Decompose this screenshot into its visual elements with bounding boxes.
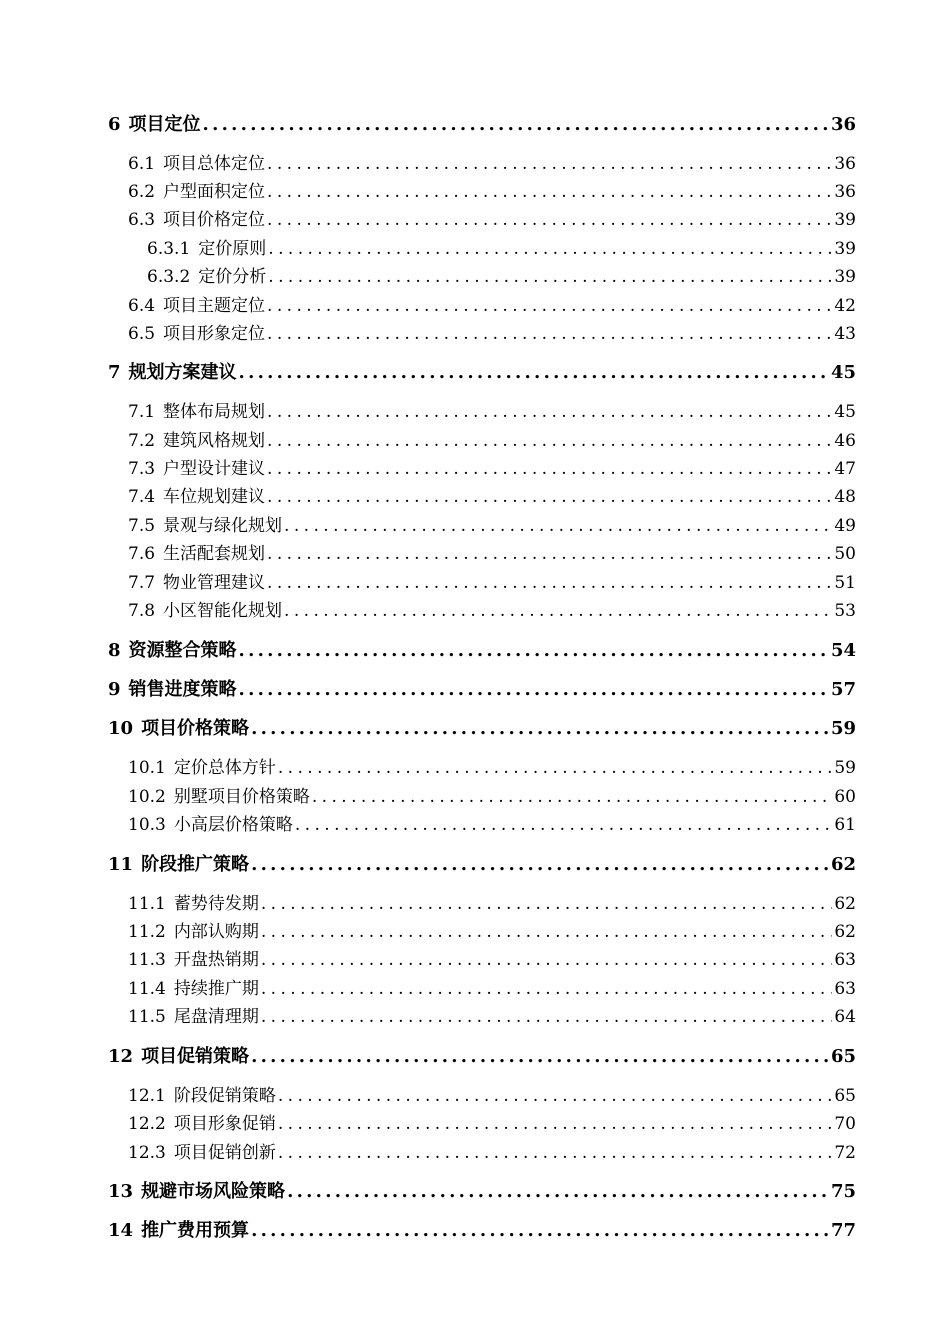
entry-page: 51 — [834, 573, 856, 593]
leader-dots — [284, 601, 832, 621]
leader-dots — [267, 544, 832, 564]
entry-page: 77 — [830, 1220, 856, 1241]
entry-number: 6.4 — [128, 296, 156, 316]
entry-title: 推广费用预算 — [141, 1220, 250, 1241]
leader-dots — [267, 431, 832, 451]
entry-page: 63 — [834, 950, 856, 970]
leader-dots — [261, 979, 833, 999]
toc-entry[interactable] — [128, 782, 856, 807]
entry-number: 7.6 — [128, 544, 156, 564]
leader-dots — [284, 516, 832, 536]
entry-page: 61 — [834, 815, 856, 835]
leader-dots — [239, 640, 829, 661]
entry-title: 整体布局规划 — [163, 402, 266, 422]
leader-dots — [267, 459, 832, 479]
leader-dots — [251, 854, 829, 875]
entry-title: 项目总体定位 — [163, 154, 266, 174]
entry-page: 62 — [834, 922, 856, 942]
leader-dots — [278, 1143, 833, 1163]
entry-title: 生活配套规划 — [163, 544, 266, 564]
entry-title: 车位规划建议 — [163, 487, 266, 507]
toc-entry[interactable] — [128, 291, 856, 316]
toc-entry[interactable] — [108, 1042, 856, 1068]
entry-page: 72 — [834, 1143, 856, 1163]
entry-title: 项目定位 — [128, 114, 201, 135]
leader-dots — [278, 1086, 833, 1106]
entry-number: 7.5 — [128, 516, 156, 536]
entry-number: 11.1 — [128, 894, 166, 914]
entry-number: 10.3 — [128, 815, 166, 835]
leader-dots — [239, 362, 829, 383]
entry-title: 项目价格策略 — [141, 718, 250, 739]
entry-number: 13 — [108, 1181, 134, 1202]
entry-page: 65 — [830, 1046, 856, 1067]
entry-page: 57 — [830, 679, 856, 700]
entry-page: 36 — [834, 154, 856, 174]
leader-dots — [267, 182, 832, 202]
toc-entry[interactable] — [128, 511, 856, 536]
entry-title: 定价分析 — [198, 267, 267, 287]
leader-dots — [267, 402, 832, 422]
entry-number: 6 — [108, 114, 121, 135]
toc-entry[interactable] — [128, 539, 856, 564]
entry-page: 47 — [834, 459, 856, 479]
toc-entry[interactable] — [128, 426, 856, 451]
entry-title: 别墅项目价格策略 — [173, 787, 310, 807]
entry-title: 项目形象定位 — [163, 324, 266, 344]
entry-title: 定价总体方针 — [173, 758, 276, 778]
entry-number: 7 — [108, 362, 121, 383]
entry-page: 45 — [830, 362, 856, 383]
entry-page: 70 — [834, 1114, 856, 1134]
entry-number: 11.4 — [128, 979, 166, 999]
toc-entry[interactable] — [128, 974, 856, 999]
entry-number: 7.8 — [128, 601, 156, 621]
toc-entry[interactable] — [128, 205, 856, 230]
entry-number: 12 — [108, 1046, 134, 1067]
entry-page: 63 — [834, 979, 856, 999]
toc-entry[interactable] — [128, 568, 856, 593]
entry-page: 49 — [834, 516, 856, 536]
entry-title: 项目价格定位 — [163, 210, 266, 230]
entry-page: 39 — [834, 239, 856, 259]
toc-entry[interactable] — [128, 889, 856, 914]
entry-page: 65 — [834, 1086, 856, 1106]
toc-entry[interactable] — [128, 482, 856, 507]
toc-entry[interactable] — [108, 850, 856, 876]
entry-title: 销售进度策略 — [128, 679, 237, 700]
entry-page: 45 — [834, 402, 856, 422]
leader-dots — [287, 1181, 829, 1202]
entry-page: 36 — [834, 182, 856, 202]
leader-dots — [278, 758, 833, 778]
entry-number: 8 — [108, 640, 121, 661]
toc-entry[interactable] — [108, 358, 856, 384]
entry-number: 7.7 — [128, 573, 156, 593]
entry-title: 项目促销创新 — [173, 1143, 276, 1163]
entry-page: 75 — [830, 1181, 856, 1202]
entry-number: 6.3 — [128, 210, 156, 230]
entry-page: 46 — [834, 431, 856, 451]
entry-page: 62 — [834, 894, 856, 914]
entry-page: 59 — [834, 758, 856, 778]
entry-title: 建筑风格规划 — [163, 431, 266, 451]
toc-entry[interactable] — [128, 810, 856, 835]
toc-entry[interactable] — [108, 1177, 856, 1203]
toc-entry[interactable] — [128, 454, 856, 479]
entry-title: 持续推广期 — [173, 979, 259, 999]
toc-entry[interactable] — [128, 753, 856, 778]
entry-number: 6.2 — [128, 182, 156, 202]
entry-number: 10.1 — [128, 758, 166, 778]
leader-dots — [278, 1114, 833, 1134]
leader-dots — [239, 679, 829, 700]
entry-title: 阶段推广策略 — [141, 854, 250, 875]
leader-dots — [312, 787, 833, 807]
entry-page: 59 — [830, 718, 856, 739]
entry-title: 内部认购期 — [173, 922, 259, 942]
leader-dots — [251, 1220, 829, 1241]
entry-title: 规避市场风险策略 — [141, 1181, 286, 1202]
entry-page: 60 — [834, 787, 856, 807]
leader-dots — [203, 114, 829, 135]
entry-page: 39 — [834, 210, 856, 230]
entry-page: 54 — [830, 640, 856, 661]
entry-title: 小区智能化规划 — [163, 601, 283, 621]
toc-entry[interactable] — [147, 234, 856, 259]
entry-number: 11 — [108, 854, 134, 875]
entry-title: 定价原则 — [198, 239, 267, 259]
entry-title: 开盘热销期 — [173, 950, 259, 970]
toc-entry[interactable] — [108, 675, 856, 701]
entry-number: 11.5 — [128, 1007, 166, 1027]
entry-number: 11.2 — [128, 922, 166, 942]
toc-entry[interactable] — [128, 319, 856, 344]
leader-dots — [251, 1046, 829, 1067]
entry-page: 53 — [834, 601, 856, 621]
entry-page: 36 — [830, 114, 856, 135]
leader-dots — [267, 573, 832, 593]
entry-page: 43 — [834, 324, 856, 344]
toc-entry[interactable] — [128, 596, 856, 621]
leader-dots — [267, 324, 832, 344]
entry-number: 14 — [108, 1220, 134, 1241]
entry-page: 39 — [834, 267, 856, 287]
entry-number: 6.3.2 — [147, 267, 191, 287]
leader-dots — [261, 922, 833, 942]
entry-number: 10 — [108, 718, 134, 739]
toc-entry[interactable] — [108, 1216, 856, 1242]
entry-number: 7.1 — [128, 402, 156, 422]
entry-page: 62 — [830, 854, 856, 875]
toc-entry[interactable] — [147, 262, 856, 287]
entry-number: 10.2 — [128, 787, 166, 807]
leader-dots — [261, 950, 833, 970]
toc-entry[interactable] — [108, 636, 856, 662]
toc-entry[interactable] — [128, 177, 856, 202]
leader-dots — [268, 267, 832, 287]
entry-title: 尾盘清理期 — [173, 1007, 259, 1027]
entry-page: 42 — [834, 296, 856, 316]
toc-entry[interactable] — [108, 714, 856, 740]
entry-title: 资源整合策略 — [128, 640, 237, 661]
entry-title: 户型设计建议 — [163, 459, 266, 479]
leader-dots — [267, 296, 832, 316]
entry-title: 景观与绿化规划 — [163, 516, 283, 536]
entry-number: 7.3 — [128, 459, 156, 479]
leader-dots — [251, 718, 829, 739]
leader-dots — [261, 894, 833, 914]
entry-number: 6.5 — [128, 324, 156, 344]
entry-number: 7.2 — [128, 431, 156, 451]
toc-entry[interactable] — [128, 1002, 856, 1027]
leader-dots — [261, 1007, 833, 1027]
entry-title: 蓄势待发期 — [173, 894, 259, 914]
leader-dots — [267, 154, 832, 174]
leader-dots — [268, 239, 832, 259]
entry-number: 6.1 — [128, 154, 156, 174]
toc-entry[interactable] — [128, 149, 856, 174]
entry-number: 7.4 — [128, 487, 156, 507]
entry-title: 项目促销策略 — [141, 1046, 250, 1067]
leader-dots — [295, 815, 833, 835]
entry-number: 12.2 — [128, 1114, 166, 1134]
entry-title: 户型面积定位 — [163, 182, 266, 202]
entry-title: 小高层价格策略 — [173, 815, 293, 835]
leader-dots — [267, 487, 832, 507]
entry-number: 12.1 — [128, 1086, 166, 1106]
toc-entry[interactable] — [128, 397, 856, 422]
toc-entry[interactable] — [128, 1081, 856, 1106]
entry-title: 阶段促销策略 — [173, 1086, 276, 1106]
toc-entry[interactable] — [128, 1109, 856, 1134]
entry-number: 12.3 — [128, 1143, 166, 1163]
entry-page: 48 — [834, 487, 856, 507]
entry-number: 9 — [108, 679, 121, 700]
toc-entry[interactable] — [128, 917, 856, 942]
toc-entry[interactable] — [128, 945, 856, 970]
entry-page: 64 — [834, 1007, 856, 1027]
entry-number: 6.3.1 — [147, 239, 191, 259]
entry-title: 物业管理建议 — [163, 573, 266, 593]
entry-page: 50 — [834, 544, 856, 564]
toc-entry[interactable] — [108, 110, 856, 136]
entry-title: 项目主题定位 — [163, 296, 266, 316]
entry-number: 11.3 — [128, 950, 166, 970]
entry-title: 项目形象促销 — [173, 1114, 276, 1134]
entry-title: 规划方案建议 — [128, 362, 237, 383]
leader-dots — [267, 210, 832, 230]
toc-entry[interactable] — [128, 1138, 856, 1163]
